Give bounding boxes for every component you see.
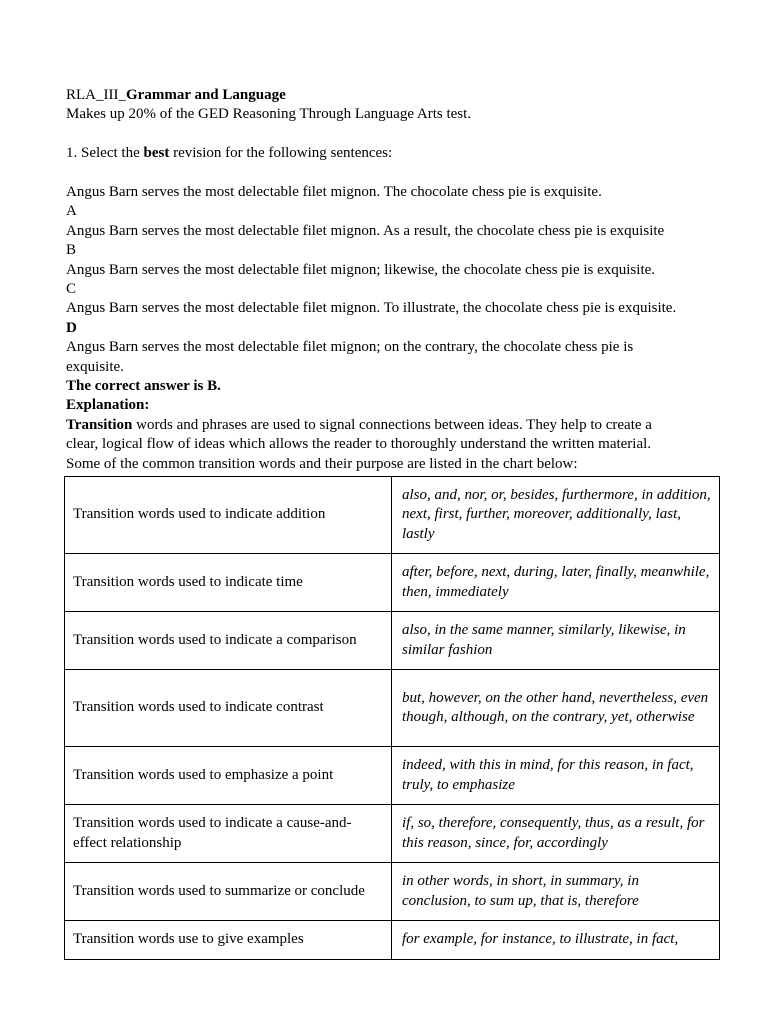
- table-row: [65, 863, 720, 921]
- explanation-heading-text: Explanation:: [66, 397, 150, 414]
- table-row: [65, 477, 720, 554]
- table-cell-words: indeed, with this in mind, for this reason, in fact, truly, to emphasize: [392, 747, 720, 805]
- spacer: [66, 164, 726, 183]
- table-cell-purpose: Transition words used to indicate a cause-and-effect relationship: [65, 805, 392, 863]
- question-prompt: [66, 144, 726, 163]
- option-letter-d: [66, 319, 726, 338]
- option-text-b: Angus Barn serves the most delectable filet mignon; likewise, the chocolate chess pie is exquisite.: [66, 261, 656, 278]
- table-cell-purpose: Transition words used to indicate a comparison: [65, 612, 392, 670]
- table-cell-purpose: Transition words used to emphasize a point: [65, 747, 392, 805]
- option-letter-a: A: [66, 203, 77, 220]
- course-title: Grammar and Language: [126, 87, 286, 103]
- table-row: [65, 612, 720, 670]
- explanation-paragraph: [66, 416, 678, 474]
- explanation-term: Transition: [66, 416, 133, 433]
- table-cell-words: if, so, therefore, consequently, thus, as a result, for this reason, since, for, accordingly: [392, 805, 720, 863]
- table-row: [65, 921, 720, 960]
- table-cell-words: also, in the same manner, similarly, likewise, in similar fashion: [392, 612, 720, 670]
- option-text-c: Angus Barn serves the most delectable filet mignon. To illustrate, the chocolate chess pie is exquisite.: [66, 300, 677, 317]
- correct-answer: [66, 377, 726, 396]
- table-cell-words: for example, for instance, to illustrate, in fact,: [392, 921, 720, 960]
- option-text-a: Angus Barn serves the most delectable filet mignon. As a result, the chocolate chess pie is exquisite: [66, 222, 665, 239]
- table-cell-purpose: Transition words used to indicate time: [65, 554, 392, 612]
- table-cell-purpose: Transition words used to indicate contrast: [65, 670, 392, 747]
- document-subtitle: Makes up 20% of the GED Reasoning Through Language Arts test.: [66, 106, 472, 123]
- original-sentence: Angus Barn serves the most delectable filet mignon. The chocolate chess pie is exquisite.: [66, 184, 602, 200]
- explanation-text: words and phrases are used to signal connections between ideas. They help to create a clear, logical flow of ideas which allows the reader to thoroughly understand the written material. Some of the common transition words and their purpose are listed in the chart below:: [66, 416, 652, 472]
- explanation-heading: [66, 396, 726, 415]
- table-cell-words: after, before, next, during, later, finally, meanwhile, then, immediately: [392, 554, 720, 612]
- option-text-d: Angus Barn serves the most delectable filet mignon; on the contrary, the chocolate chess pie is exquisite.: [66, 339, 634, 375]
- course-code: RLA_III_: [66, 87, 126, 103]
- table-row: [65, 747, 720, 805]
- table-cell-words: also, and, nor, or, besides, furthermore, in addition, next, first, further, moreover, additionally, last, lastly: [392, 477, 720, 554]
- table-cell-purpose: Transition words used to indicate addition: [65, 477, 392, 554]
- prompt-emphasis: best: [143, 145, 170, 162]
- transition-words-table: [64, 476, 720, 960]
- table-cell-words: but, however, on the other hand, nevertheless, even though, although, on the contrary, yet, otherwise: [392, 670, 720, 747]
- option-letter-c: C: [66, 281, 77, 298]
- document-page: [66, 86, 726, 960]
- option-letter-b: B: [66, 242, 77, 259]
- correct-answer-text: The correct answer is B.: [66, 378, 221, 395]
- spacer: [66, 125, 726, 144]
- table-cell-words: in other words, in short, in summary, in conclusion, to sum up, that is, therefore: [392, 863, 720, 921]
- table-cell-purpose: Transition words used to summarize or conclude: [65, 863, 392, 921]
- table-row: [65, 805, 720, 863]
- prompt-prefix: 1. Select the: [66, 145, 144, 162]
- option-letter-d-bold: D: [66, 319, 77, 336]
- table-cell-purpose: Transition words use to give examples: [65, 921, 392, 960]
- table-row: [65, 670, 720, 747]
- prompt-suffix: revision for the following sentences:: [169, 145, 393, 162]
- table-row: [65, 554, 720, 612]
- document-title: [66, 86, 726, 105]
